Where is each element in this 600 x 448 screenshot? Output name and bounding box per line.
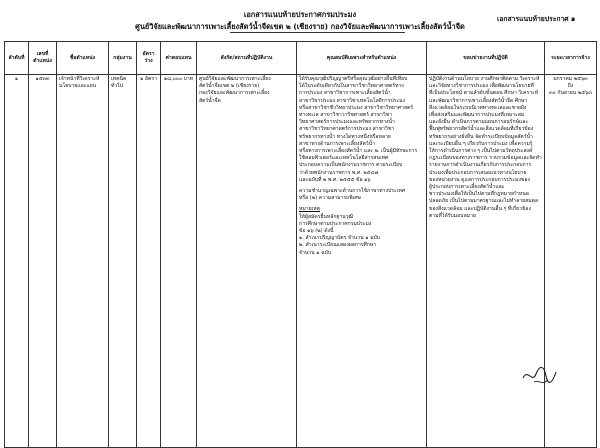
affiliation-line: สัตว์น้ำจืดเขต ๒ (เชียงราย) xyxy=(199,83,260,90)
qualification-line: ได้ในระดับเดียวกันในสาขาวิชาวิทยาศาสตร์ทาง xyxy=(299,83,404,90)
duration-line: มกราคม ๒๕๖๓ xyxy=(553,76,588,82)
cell-position-name: เจ้าหน้าที่วิเคราะห์นโยบายและแผน xyxy=(57,75,109,448)
qualification-line: ใช้คอมพิวเตอร์และเทคโนโลยีสารสนเทศ xyxy=(299,155,389,162)
duty-line: ปฏิบัติงานด้านนโยบาย งานศึกษาติดตาม วิเคราะห์ xyxy=(429,76,540,82)
duty-line: กฎระเบียบของทางราชการ รวบรวมข้อมูลและจัดทำ xyxy=(429,155,542,162)
col-header-duration: ระยะเวลาการจ้าง xyxy=(545,42,597,75)
duty-line: ที่เป็นประโยชน์ ตามลำดับขั้นตอน ศึกษา วิเคราะห์ xyxy=(429,90,539,97)
qualification-line: วิทยาศาสตร์การประมงและทรัพยากรทางน้ำ xyxy=(299,119,395,126)
qualification-line: หรือสาขาวิชาชีววิทยาประมง สาขาวิชาวิทยาศาสตร์ xyxy=(299,104,413,111)
col-header-affiliation: สังกัด/สถานที่ปฏิบัติงาน xyxy=(197,42,297,75)
qualification-line: การประมง สาขาวิชาการเพาะเลี้ยงสัตว์น้ำ xyxy=(299,90,391,97)
qualification-line: และฉบับที่ ๒ พ.ศ. ๒๕๕๕ ข้อ ๑๖ xyxy=(299,176,371,183)
qualification-line: หรือ (๒) ความสามารถพิเศษ xyxy=(299,195,361,202)
cell-qualifications xyxy=(297,75,427,448)
duty-line: เพื่อส่งเสริมและพัฒนาการประมงที่เหมาะสม xyxy=(429,112,525,119)
duty-line: ของหน่วยงาน ดูแลการประกอบการประมงของ xyxy=(429,176,530,183)
col-header-qualifications: คุณสมบัติเฉพาะสำหรับตำแหน่ง xyxy=(297,42,427,75)
qualification-line: ประกอบความเป็นพนักงานราชการ ตามระเบียบ xyxy=(299,162,403,169)
col-header-group: กลุ่มงาน xyxy=(109,42,137,75)
duty-line: ของสิ่งแวดล้อม และปฏิบัติงานอื่น ๆ ที่เกี่ยวข้อง xyxy=(429,205,531,212)
col-header-pay: ค่าตอบแทน xyxy=(161,42,197,75)
duty-line: ผู้ประกอบการเพาะเลี้ยงสัตว์น้ำและ xyxy=(429,184,505,191)
duty-line: ตามที่ได้รับมอบหมาย xyxy=(429,212,476,219)
note-heading: หมายเหตุ xyxy=(299,206,320,213)
col-header-position-no: เลขที่ตำแหน่ง xyxy=(29,42,57,75)
col-header-position-name: ชื่อตำแหน่ง xyxy=(57,42,109,75)
position-table xyxy=(4,41,597,448)
note-line: ให้ผู้สมัครยื่นหลักฐานวุฒิ xyxy=(299,213,354,220)
duty-line: และยั่งยืน ดำเนินการตามแผนการอนุรักษ์และ xyxy=(429,119,529,126)
cell-pay: ๑๘,๐๐๐ บาท xyxy=(161,75,197,448)
note-line: ๒. สำเนาระเบียนแสดงผลการศึกษา xyxy=(299,242,377,249)
signature-mark xyxy=(520,362,560,390)
qualification-line: ทรัพยากรทางน้ำ ทางใดทางหนึ่งหรือหลาย xyxy=(299,133,391,140)
duration-line: ๓๐ กันยายน ๒๕๖๓ xyxy=(549,90,592,97)
qualification-line: สาขาวิชาวิทยาศาสตร์การประมง สาขาวิชา xyxy=(299,126,395,133)
attachment-label: เอกสารแนบท้ายประกาศ ๑ xyxy=(497,15,576,23)
qualification-line: สาขาวิชาประมง สาขาวิชาเทคโนโลยีการประมง xyxy=(299,97,405,104)
qualification-line: สาขาทางด้านการเพาะเลี้ยงสัตว์น้ำ xyxy=(299,140,375,147)
cell-no: ๑ xyxy=(5,75,29,448)
duty-line: ประมงเพื่อประกอบการเสนอแนวทางนโยบาย xyxy=(429,169,527,176)
cell-group: เทคนิคทั่วไป xyxy=(109,75,137,448)
affiliation-line: กองวิจัยและพัฒนาการเพาะเลี้ยง xyxy=(199,90,270,97)
duty-line: และพัฒนาวิชาการเพาะเลี้ยงสัตว์น้ำจืด ศึกษา xyxy=(429,97,528,104)
note-line: ข้อ ๑๖ (๒) ดังนี้ xyxy=(299,228,334,235)
qualification-line: ความชำนาญเฉพาะด้านการใช้ภาษาต่างประเทศ xyxy=(299,188,406,195)
document-title: เอกสารแนบท้ายประกาศกรมประมง xyxy=(243,10,357,19)
col-header-duties: ขอบข่ายงานที่ปฏิบัติ xyxy=(427,42,545,75)
cell-vacancy: ๑ อัตรา xyxy=(137,75,161,448)
cell-duties xyxy=(427,75,545,448)
document-subtitle: ศูนย์วิจัยและพัฒนาการเพาะเลี้ยงสัตว์น้ำจืดเขต ๒ (เชียงราย) กองวิจัยและพัฒนาการเพาะเลี้ยงสัตว์น้ำจืด xyxy=(135,22,465,31)
duty-line: และระเบียบอื่น ๆ เกี่ยวกับการประมง เพื่อความรู้ xyxy=(429,140,533,147)
qualification-line: หรือทางการเพาะเลี้ยงสัตว์น้ำ และ ๒. เป็นผู้มีทักษะการ xyxy=(299,148,418,155)
duty-line: ฟื้นฟูทรัพยากรสัตว์น้ำและสิ่งแวดล้อมที่เกี่ยวข้อง xyxy=(429,126,534,133)
subtitle-underline xyxy=(230,32,405,33)
qualification-line: ทางทะเล สาขาวิชาวาริชศาสตร์ สาขาวิชา xyxy=(299,112,393,119)
duty-line: สิ่งแวดล้อมในระบบนิเวศทางทะเลและชายฝั่ง xyxy=(429,104,527,111)
affiliation-line: ศูนย์วิจัยและพัฒนาการเพาะเลี้ยง xyxy=(199,76,271,82)
duty-line: รายงานการดำเนินงานเกี่ยวกับการประกอบการ xyxy=(429,162,532,169)
duty-line: และวิจัยทางวิชาการประมง เพื่อพัฒนานโยบายที่ xyxy=(429,83,534,90)
cell-position-no: ๑๕๓๓ xyxy=(29,75,57,448)
qualification-line: ว่าด้วยพนักงานราชการ พ.ศ. ๒๕๔๗ xyxy=(299,169,379,176)
duty-line: ทรัพยากรอย่างยั่งยืน จัดทำระเบียบข้อมูลสัตว์น้ำ xyxy=(429,133,533,140)
cell-duration xyxy=(545,75,597,448)
duty-line: ชาวประมงเพื่อให้เป็นไปตามที่กฎหมายกำหนด xyxy=(429,191,530,198)
note-line: จำนวน ๑ ฉบับ xyxy=(299,249,332,256)
note-line: การศึกษาตามประกาศกรมประมง xyxy=(299,220,372,227)
col-header-no: ลำดับที่ xyxy=(5,42,29,75)
affiliation-line: สัตว์น้ำจืด xyxy=(199,97,221,104)
qualification-line: ได้รับคุณวุฒิปริญญาตรีหรือคุณวุฒิอย่างอื่นที่เทียบ xyxy=(299,76,408,82)
duty-line: ให้การดำเนินการต่าง ๆ เป็นไปตามวัตถุประสงค์ xyxy=(429,148,533,155)
cell-affiliation xyxy=(197,75,297,448)
duration-line: ถึง xyxy=(567,83,574,90)
duty-line: ปลอดภัย เป็นไปตามมาตรฐานและไม่ทำลายสมดุล xyxy=(429,198,539,205)
col-header-vacancy: อัตราว่าง xyxy=(137,42,161,75)
table-row xyxy=(5,75,597,448)
table-header-row xyxy=(5,42,597,75)
note-line: ๑. สำเนาปริญญาบัตร จำนวน ๑ ฉบับ xyxy=(299,235,381,242)
